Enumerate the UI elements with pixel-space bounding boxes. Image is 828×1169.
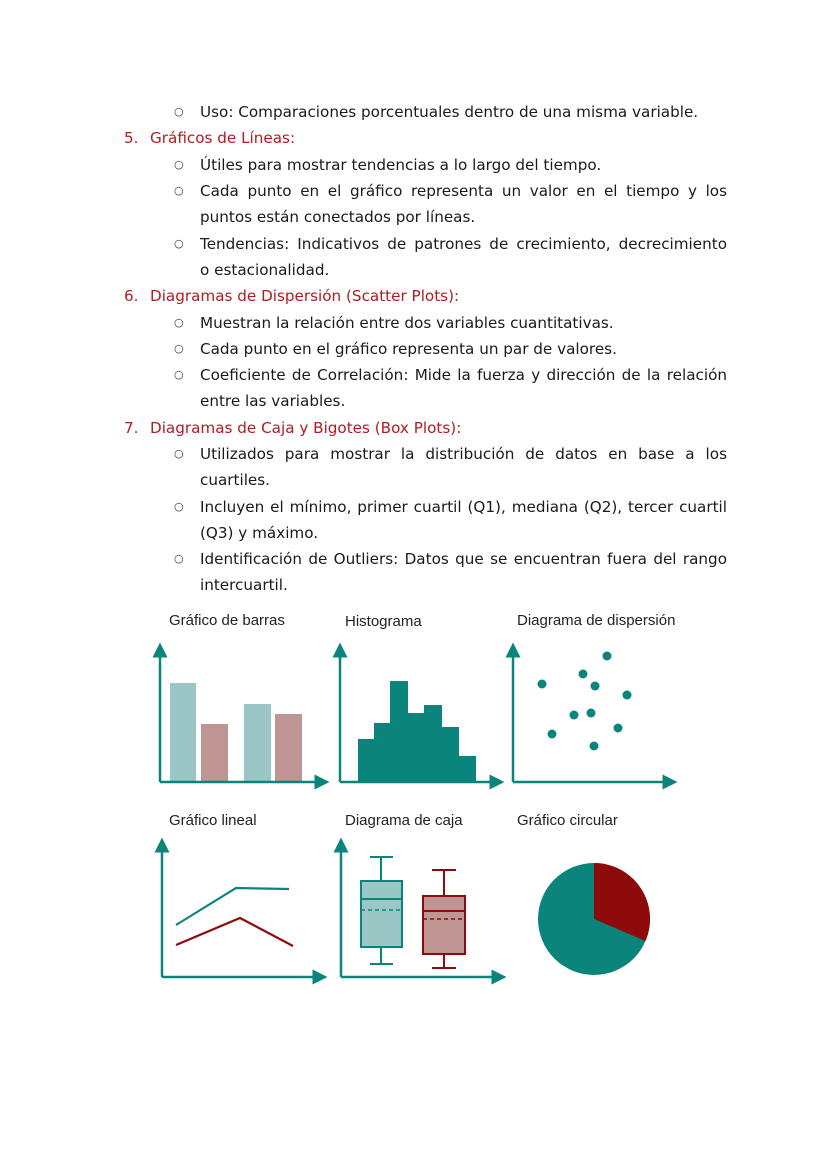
section-7-bullet-2-line-2: (Q3) y máximo. <box>200 524 319 542</box>
box-red <box>423 870 465 968</box>
section-7-bullet-1-line-2: cuartiles. <box>200 471 271 489</box>
section-6-title: Diagramas de Dispersión (Scatter Plots): <box>150 287 460 305</box>
section-5-bullet-2-line-2: puntos están conectados por líneas. <box>200 208 476 226</box>
section-5-bullet-3-line-1: Tendencias: Indicativos de patrones de crecimiento, decrecimiento <box>200 235 727 253</box>
section-6-bullet-2: Cada punto en el gráfico representa un par de valores. <box>200 340 617 358</box>
histogram-title: Histograma <box>345 613 422 630</box>
section-7-bullet-3-line-2: intercuartil. <box>200 576 288 594</box>
section-6-number: 6. <box>124 287 139 305</box>
bar-chart-title: Gráfico de barras <box>169 612 285 629</box>
histogram-bin <box>424 705 442 782</box>
bullet-marker: ○ <box>174 500 184 513</box>
section-7-bullet-1-line-1: Utilizados para mostrar la distribución de datos en base a los <box>200 445 727 463</box>
bar <box>275 714 302 782</box>
histogram-bin <box>374 723 391 782</box>
line-chart <box>162 845 320 977</box>
section-6-bullet-1: Muestran la relación entre dos variables cuantitativas. <box>200 314 614 332</box>
section-6-bullet-3-line-1: Coeficiente de Correlación: Mide la fuerza y dirección de la relación <box>200 366 727 384</box>
scatter-point <box>570 711 579 720</box>
scatter-chart-title: Diagrama de dispersión <box>517 612 676 629</box>
section-5-bullet-2-line-1: Cada punto en el gráfico representa un valor en el tiempo y los <box>200 182 727 200</box>
bar-chart <box>160 650 322 782</box>
bar <box>201 724 228 782</box>
section-6-bullet-3-line-2: entre las variables. <box>200 392 346 410</box>
section-7-number: 7. <box>124 419 139 437</box>
scatter-point <box>590 742 599 751</box>
series-line-red <box>176 918 293 946</box>
box-plot <box>341 845 499 977</box>
scatter-point <box>538 680 547 689</box>
bullet-marker: ○ <box>174 368 184 381</box>
scatter-point <box>623 691 632 700</box>
histogram-bin <box>390 681 408 782</box>
scatter-point <box>579 670 588 679</box>
bullet-marker: ○ <box>174 342 184 355</box>
bullet-marker: ○ <box>174 237 184 250</box>
scatter-point <box>587 709 596 718</box>
scatter-plot <box>513 650 670 782</box>
scatter-point <box>614 724 623 733</box>
pie-chart <box>538 863 650 975</box>
bullet-marker: ○ <box>174 184 184 197</box>
bar <box>170 683 196 782</box>
scatter-point <box>591 682 600 691</box>
pie-chart-title: Gráfico circular <box>517 812 618 829</box>
bullet-marker: ○ <box>174 316 184 329</box>
section-7-title: Diagramas de Caja y Bigotes (Box Plots): <box>150 419 462 437</box>
bullet-marker: ○ <box>174 105 184 118</box>
bar <box>244 704 271 782</box>
histogram-bin <box>441 727 459 782</box>
section-5-bullet-1: Útiles para mostrar tendencias a lo largo del tiempo. <box>200 156 602 174</box>
box-teal <box>361 857 402 964</box>
series-line-teal <box>176 888 289 925</box>
previous-bullet-text: Uso: Comparaciones porcentuales dentro de una misma variable. <box>200 103 699 121</box>
histogram-bin <box>358 739 375 782</box>
box-body <box>361 881 402 947</box>
section-5-title: Gráficos de Líneas: <box>150 129 296 147</box>
section-5-bullet-3-line-2: o estacionalidad. <box>200 261 330 279</box>
box-plot-title: Diagrama de caja <box>345 812 463 829</box>
histogram-bin <box>458 756 476 782</box>
bullet-marker: ○ <box>174 158 184 171</box>
line-chart-title: Gráfico lineal <box>169 812 257 829</box>
section-7-bullet-2-line-1: Incluyen el mínimo, primer cuartil (Q1), mediana (Q2), tercer cuartil <box>200 498 727 516</box>
bullet-marker: ○ <box>174 447 184 460</box>
section-7-bullet-3-line-1: Identificación de Outliers: Datos que se encuentran fuera del rango <box>200 550 727 568</box>
histogram-bin <box>407 713 425 782</box>
scatter-point <box>603 652 612 661</box>
scatter-point <box>548 730 557 739</box>
histogram <box>340 650 497 782</box>
section-5-number: 5. <box>124 129 139 147</box>
box-body <box>423 896 465 954</box>
bullet-marker: ○ <box>174 552 184 565</box>
